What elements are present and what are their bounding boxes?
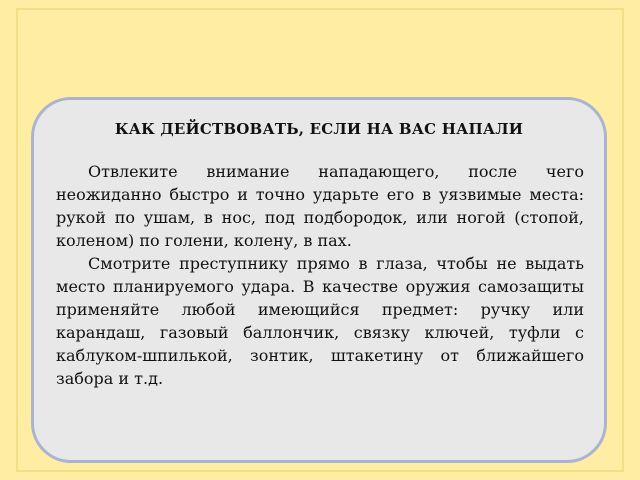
card-title: КАК ДЕЙСТВОВАТЬ, ЕСЛИ НА ВАС НАПАЛИ [114,120,524,138]
paragraph-1: Отвлеките внимание нападающего, после чего неожиданно быстро и точно ударьте его в уязвимые места: рукой по ушам, в нос, под подбородок, или ногой (стопой, коленом) по голени, колену, в пах. [56,162,584,250]
paragraph-2: Смотрите преступнику прямо в глаза, чтобы не выдать место планируемого удара. В качестве оружия самозащиты применяйте любой имеющийся предмет: ручку или карандаш, газовый баллончик, связку ключей, туфли с каблуком-шпилькой, зонтик, штакетину от ближайшего забора и т.д. [56,254,584,388]
card-body [56,160,584,390]
